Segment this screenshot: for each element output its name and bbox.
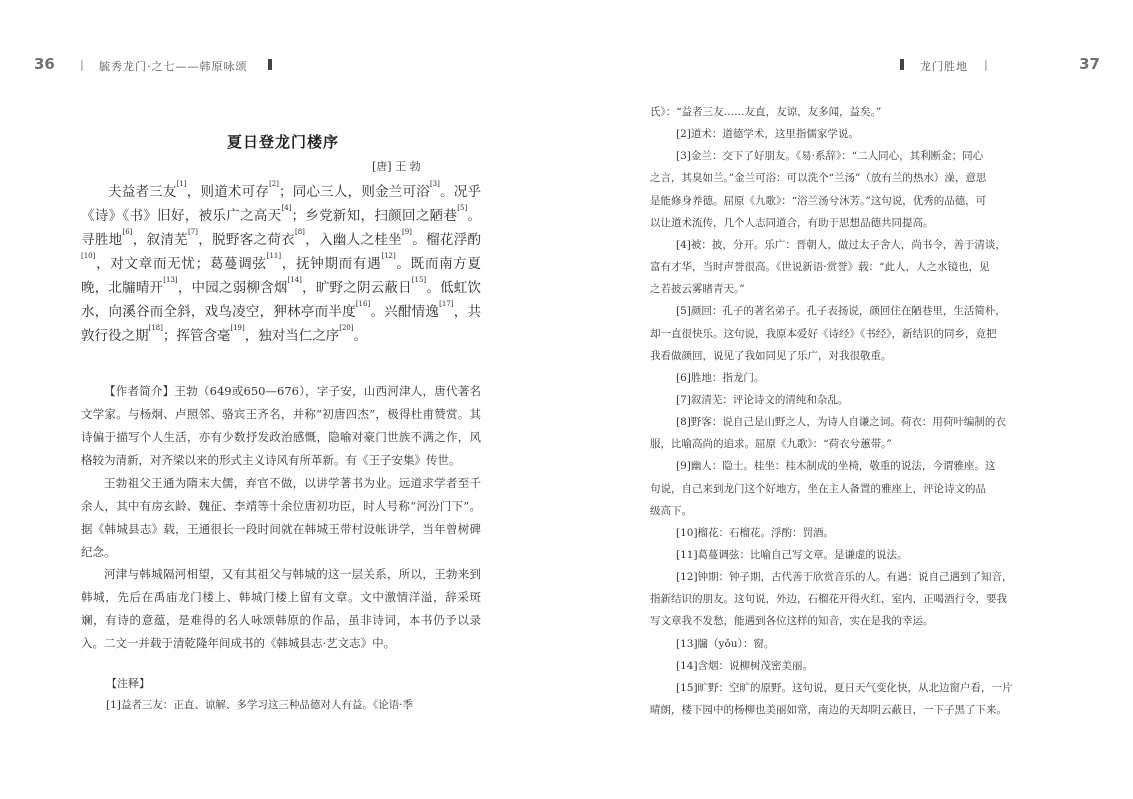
essay-text: ，叙清芜 — [132, 232, 188, 248]
header-block-mark — [900, 59, 904, 70]
note-line: 指新结识的朋友。这句说，外边，石榴花开得火红，室内，正喝酒行令，要我 — [650, 593, 1007, 606]
note-line: [1]益者三友：正直、谅解、多学习这三种品德对人有益。《论语·季 — [106, 699, 413, 711]
author-intro-paragraph: 王勃祖父王通为隋末大儒，弃官不做，以讲学著书为业。远道求学者至千余人，其中有房玄龄、魏征、李靖等十余位唐初功臣，时人号称“河汾门下”。据《韩城县志》载，王通很长一段时间就在韩城王带村设帐讲学，当年曾树碑纪念。 — [81, 476, 481, 559]
note-marker: [18] — [148, 324, 163, 332]
note-line: [7]叙清芜：评论诗文的清纯和杂乱。 — [676, 393, 849, 406]
note-marker: [2] — [269, 180, 279, 188]
note-line: [15]旷野：空旷的原野。这句说，夏日天气变化快，从北边窗户看，一片 — [676, 681, 1013, 694]
note-marker: [14] — [287, 276, 302, 284]
essay-text: ，中园之弱柳含烟 — [177, 280, 288, 296]
right-page-number: 37 — [1079, 55, 1100, 73]
note-line: [13]牖（yǒu）：窗。 — [676, 637, 775, 650]
essay-text: ，则道术可存 — [186, 184, 270, 200]
essay-text: ，旷野之阴云蔽日 — [301, 280, 412, 296]
note-marker: [20] — [339, 324, 354, 332]
note-line: 之言，其臭如兰。”金兰可浴：可以洗个“兰汤”（放有兰的热水）澡，意思 — [650, 172, 987, 185]
note-marker: [12] — [381, 252, 396, 260]
note-line: 晴朗，楼下园中的杨柳也美丽如常，南边的天却阴云蔽日，一下子黑了下来。 — [650, 704, 1007, 717]
note-line: 服，比喻高尚的追求。屈原《九歌》：“荷衣兮蕙带。” — [650, 438, 892, 451]
note-marker: [10] — [81, 252, 96, 260]
note-line: [2]道术：道德学术，这里指儒家学说。 — [676, 128, 859, 141]
note-line: [14]含烟：说柳树茂密美丽。 — [676, 659, 814, 672]
note-marker: [17] — [439, 300, 454, 308]
essay-text: 。寻胜地 — [81, 208, 482, 248]
essay-text: ，对文章而无忧；葛蔓调弦 — [95, 256, 267, 272]
essay-text: 夫益者三友 — [108, 184, 177, 200]
note-line: [3]金兰：交下了好朋友。《易·系辞》：“二人同心，其利断金；同心 — [676, 150, 984, 163]
author-intro-paragraph: 河津与韩城隔河相望，又有其祖父与韩城的这一层关系，所以，王勃来到韩城，先后在禹庙龙门楼上、韩城门楼上留有文章。文中激情洋溢，辞采斑斓，有诗的意蕴，是难得的名人咏颂韩原的作品，虽非诗词，本书仍予以录入。二文一并载于清乾隆年间成书的《韩城县志·艺文志》中。 — [81, 567, 481, 650]
essay-body — [81, 180, 481, 348]
note-line: [4]被：披，分开。乐广：晋朝人，做过太子舍人，尚书令，善于清谈， — [676, 238, 1006, 251]
essay-author: [唐] 王 勃 — [372, 160, 421, 173]
essay-text: ，抚钟期而有遇 — [281, 256, 382, 272]
note-line: 写文章我不发愁，能遇到各位这样的知音，实在是我的幸运。 — [650, 615, 934, 628]
essay-text: 。既而南方夏晚，北牖晴开 — [81, 256, 482, 296]
left-page — [0, 0, 566, 799]
note-marker: [3] — [429, 180, 440, 188]
notes-heading: 【注释】 — [106, 677, 150, 690]
essay-text: ；挥管含毫 — [162, 328, 231, 344]
essay-text: 。低虹饮水，向溪谷而全斜，戏鸟凌空，狎林亭而半度 — [81, 280, 482, 320]
essay-text: ；同心三人，则金兰可浴 — [279, 184, 430, 200]
note-marker: [1] — [176, 180, 187, 188]
note-line: [10]榴花：石榴花。浮酌：罚酒。 — [676, 526, 835, 539]
essay-text: 。况乎《诗》《书》旧好，被乐广之高天 — [81, 184, 482, 224]
note-marker: [15] — [411, 276, 427, 284]
essay-text: 。榴花浮酌 — [411, 232, 482, 248]
note-marker: [13] — [163, 276, 178, 284]
note-marker: [19] — [230, 324, 245, 332]
note-line: 却一直很快乐。这句说，我原本爱好《诗经》《书经》，新结识的同乡，竟把 — [650, 327, 997, 340]
essay-text: ，入幽人之桂坐 — [304, 232, 402, 248]
note-marker: [11] — [266, 252, 282, 260]
essay-text: 。 — [353, 328, 368, 344]
note-marker: [9] — [402, 228, 412, 236]
note-line: 是能修身养德。屈原《九歌》：“浴兰汤兮沐芳。”这句说，优秀的品德，可 — [650, 194, 987, 207]
note-marker: [4] — [281, 204, 292, 212]
header-separator: | — [80, 58, 84, 71]
note-marker: [8] — [295, 228, 305, 236]
note-line: 我看做颜回，说见了我如同见了乐广，对我很敬重。 — [650, 349, 892, 362]
note-marker: [5] — [457, 204, 468, 212]
essay-text: ，脱野客之荷衣 — [197, 232, 295, 248]
left-running-title: 毓秀龙门·之七——韩原咏颂 — [99, 60, 248, 73]
note-line: [12]钟期：钟子期，古代善于欣赏音乐的人。有遇：说自己遇到了知音， — [676, 571, 1013, 584]
note-line: [9]幽人：隐士。桂坐：桂木制成的坐椅，敬重的说法，今谓雅座。这 — [676, 460, 996, 473]
right-running-title: 龙门胜地 — [920, 60, 968, 73]
right-page — [566, 0, 1133, 799]
note-line: [5]颜回：孔子的著名弟子。孔子表扬说，颜回住在陋巷里，生活简朴， — [676, 305, 1006, 318]
note-line: [6]胜地：指龙门。 — [676, 371, 765, 384]
note-marker: [7] — [188, 228, 198, 236]
essay-text: ；乡党新知，扫颜回之陋巷 — [291, 208, 458, 224]
header-block-mark — [268, 59, 272, 70]
note-line: [8]野客：说自己是山野之人，为诗人自谦之词。荷衣：用荷叶编制的衣 — [676, 416, 1006, 429]
note-line: 富有才华，当时声誉很高。《世说新语·赏誉》载：“此人，人之水镜也，见 — [650, 261, 990, 274]
essay-text: ，独对当仁之序 — [244, 328, 340, 344]
essay-text: ，共敦行役之期 — [81, 304, 482, 344]
note-line: [11]葛蔓调弦：比喻自己写文章。是谦虚的说法。 — [676, 549, 908, 561]
note-marker: [6] — [122, 228, 133, 236]
note-line: 级高下。 — [650, 504, 692, 517]
left-page-number: 36 — [34, 55, 55, 73]
note-line: 句说，自己来到龙门这个好地方，坐在主人备置的雅座上，评论诗文的品 — [650, 482, 986, 495]
author-intro-paragraph: 【作者简介】王勃（649或650—676），字子安，山西河津人，唐代著名文学家。与杨炯、卢照邻、骆宾王齐名，并称“初唐四杰”，极得杜甫赞赏。其诗偏于描写个人生活，亦有少数抒发政治感慨，隐喻对豪门世族不满之作，风格较为清新，对齐梁以来的形式主义诗风有所革新。有《王子安集》传世。 — [81, 384, 481, 467]
note-marker: [16] — [355, 300, 371, 308]
essay-text: 。兴酣情逸 — [370, 304, 440, 320]
note-line: 以让道术流传，几个人志同道合，有助于思想品德共同提高。 — [650, 216, 934, 229]
header-separator: | — [984, 58, 988, 71]
note-line: 氏》：“益者三友……友直，友谅，友多闻，益矣。” — [650, 106, 882, 118]
note-line: 之若披云雾睹青天。” — [650, 283, 745, 296]
essay-title: 夏日登龙门楼序 — [226, 133, 339, 151]
